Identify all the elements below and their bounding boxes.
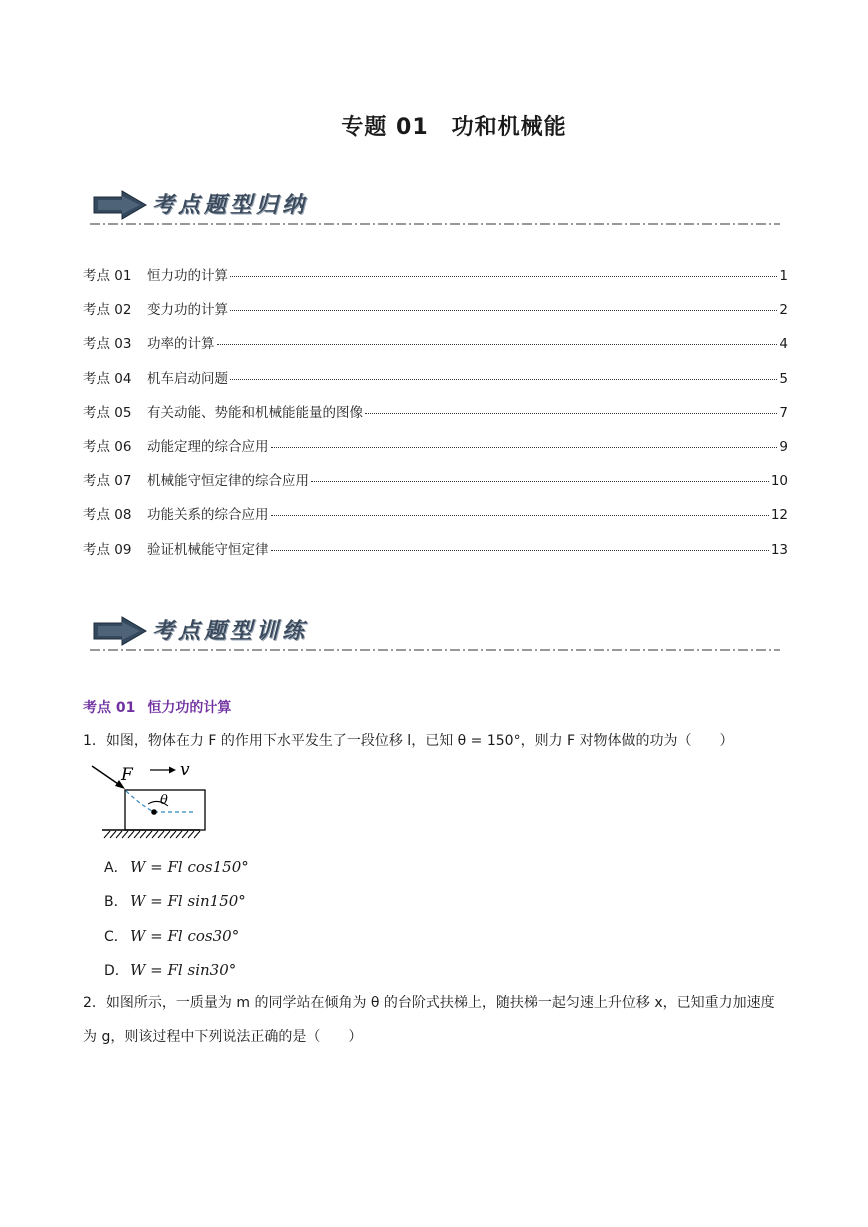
option-letter: B． bbox=[104, 894, 128, 911]
option-a[interactable] bbox=[104, 850, 249, 884]
option-d[interactable] bbox=[104, 953, 249, 987]
option-expression: W = Fl sin150° bbox=[130, 892, 246, 911]
toc-page: 4 bbox=[779, 336, 788, 353]
toc-label: 功能关系的综合应用 bbox=[147, 507, 269, 524]
question-1-text: 1．如图，物体在力 F 的作用下水平发生了一段位移 l，已知 θ = 150°，则力 F 对物体做的功为（ ） bbox=[83, 733, 734, 749]
toc-leader bbox=[217, 344, 778, 345]
toc-label: 变力功的计算 bbox=[147, 302, 228, 319]
velocity-label: v bbox=[180, 760, 190, 780]
toc-page: 9 bbox=[779, 438, 788, 455]
toc-label: 恒力功的计算 bbox=[147, 268, 228, 284]
toc-page: 13 bbox=[770, 541, 788, 558]
option-expression: W = Fl cos30° bbox=[130, 926, 240, 945]
toc-row[interactable] bbox=[83, 332, 788, 366]
toc-number: 考点 01 bbox=[83, 268, 132, 284]
toc-label: 有关动能、势能和机械能能量的图像 bbox=[147, 404, 363, 421]
toc-leader bbox=[230, 310, 777, 311]
option-expression: W = Fl sin30° bbox=[130, 961, 237, 980]
toc-leader bbox=[271, 447, 778, 448]
toc-leader bbox=[271, 515, 769, 516]
toc-number: 考点 08 bbox=[83, 507, 132, 524]
option-c[interactable] bbox=[104, 919, 249, 953]
angle-label: θ bbox=[160, 793, 168, 808]
option-letter: A． bbox=[104, 860, 128, 877]
question-2-text: 2．如图所示，一质量为 m 的同学站在倾角为 θ 的台阶式扶梯上，随扶梯一起匀速上升位移 x，已知重力加速度为 g，则该过程中下列说法正确的是（ ） bbox=[83, 995, 775, 1045]
toc-number: 考点 02 bbox=[83, 302, 132, 319]
divider bbox=[90, 222, 780, 226]
option-b[interactable] bbox=[104, 884, 249, 918]
toc-row[interactable] bbox=[83, 401, 788, 435]
toc-row[interactable] bbox=[83, 264, 788, 298]
option-expression: W = Fl cos150° bbox=[130, 858, 249, 877]
divider bbox=[90, 648, 780, 652]
toc-leader bbox=[230, 276, 777, 277]
toc-number: 考点 06 bbox=[83, 438, 132, 455]
question-1-options bbox=[104, 850, 249, 987]
toc-row[interactable] bbox=[83, 367, 788, 401]
toc-page: 10 bbox=[770, 473, 788, 490]
toc-page: 5 bbox=[779, 370, 788, 387]
toc-number: 考点 05 bbox=[83, 404, 132, 421]
toc-leader bbox=[271, 550, 769, 551]
section-banner-text: 考点题型归纳 bbox=[152, 192, 309, 218]
toc-row[interactable] bbox=[83, 298, 788, 332]
topic-number: 考点 01 bbox=[83, 700, 136, 716]
toc-page: 12 bbox=[770, 507, 788, 524]
toc-number: 考点 03 bbox=[83, 336, 132, 353]
toc-page: 2 bbox=[779, 302, 788, 319]
toc-label: 验证机械能守恒定律 bbox=[147, 541, 269, 558]
toc-number: 考点 04 bbox=[83, 370, 132, 387]
toc-leader bbox=[365, 413, 777, 414]
toc-row[interactable] bbox=[83, 503, 788, 537]
table-of-contents bbox=[83, 264, 788, 572]
option-letter: C． bbox=[104, 928, 128, 945]
toc-leader bbox=[230, 379, 777, 380]
page-title: 专题 01 功和机械能 bbox=[341, 115, 567, 140]
topic-label: 恒力功的计算 bbox=[147, 700, 232, 716]
toc-page: 7 bbox=[779, 404, 788, 421]
toc-number: 考点 07 bbox=[83, 473, 132, 490]
topic-heading bbox=[83, 697, 231, 717]
force-label: F bbox=[121, 765, 133, 785]
option-letter: D． bbox=[104, 963, 129, 980]
toc-label: 机车启动问题 bbox=[147, 370, 228, 387]
section-banner-summary bbox=[90, 186, 780, 226]
toc-leader bbox=[311, 481, 769, 482]
arrow-icon bbox=[92, 616, 148, 646]
toc-page: 1 bbox=[779, 268, 788, 284]
section-banner-text: 考点题型训练 bbox=[152, 618, 309, 644]
toc-label: 动能定理的综合应用 bbox=[147, 438, 269, 455]
arrow-icon bbox=[92, 190, 148, 220]
toc-label: 机械能守恒定律的综合应用 bbox=[147, 473, 309, 490]
question-1-figure bbox=[88, 760, 208, 844]
section-banner-training bbox=[90, 612, 780, 652]
toc-number: 考点 09 bbox=[83, 541, 132, 558]
toc-row[interactable] bbox=[83, 435, 788, 469]
toc-label: 功率的计算 bbox=[147, 336, 215, 353]
toc-row[interactable] bbox=[83, 538, 788, 572]
toc-row[interactable] bbox=[83, 469, 788, 503]
